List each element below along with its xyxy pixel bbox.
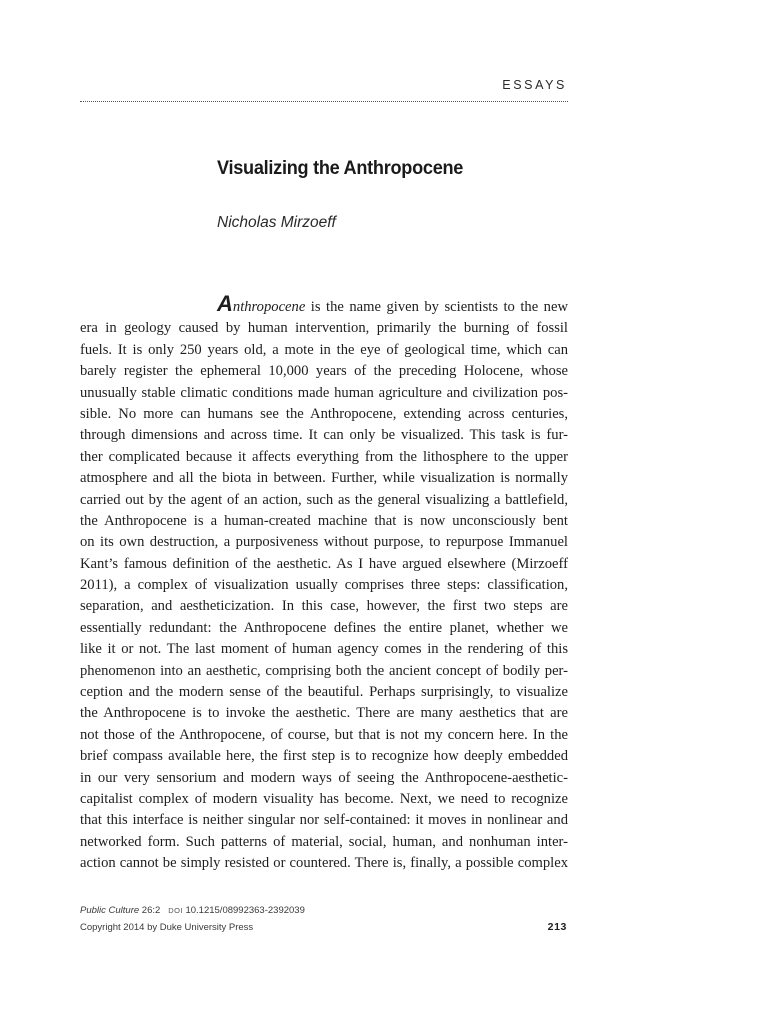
footer-copyright: Copyright 2014 by Duke University Press [80,922,254,933]
body-line: carried out by the agent of an action, such as the general visualizing a battlefield, [80,491,568,508]
body-line: capitalist complex of modern visuality has become. Next, we need to recognize [80,790,568,807]
body-line: ther complicated because it affects everything from the lithosphere to the upper [80,448,568,465]
body-line: barely register the ephemeral 10,000 years of the preceding Holocene, whose [80,363,568,380]
body-line: action cannot be simply resisted or countered. There is, finally, a possible complex [80,855,568,872]
body-line: networked form. Such patterns of material, social, human, and nonhuman inter- [80,833,568,850]
lead-word: nthropocene [232,299,306,315]
body-line: phenomenon into an aesthetic, comprising both the ancient concept of bodily per- [80,662,568,679]
body-line: on its own destruction, a purposiveness without purpose, to repurpose Immanuel [80,534,568,551]
body-line: era in geology caused by human intervention, primarily the burning of fossil [80,320,568,337]
body-line: separation, and aestheticization. In this case, however, the first two steps are [80,598,568,615]
body-line: through dimensions and across time. It can only be visualized. This task is fur- [80,427,568,444]
article-body [80,291,568,875]
body-line-first [80,291,568,318]
body-line: sible. No more can humans see the Anthropocene, extending across centuries, [80,405,568,422]
section-label: ESSAYS [502,78,567,92]
body-line: the Anthropocene is a human-created machine that is now unconsciously bent [80,512,568,529]
body-line: essentially redundant: the Anthropocene defines the entire planet, whether we [80,619,568,636]
body-line: the Anthropocene is to invoke the aesthetic. There are many aesthetics that are [80,705,568,722]
doi-value: 10.1215/08992363-2392039 [182,905,305,916]
doi-label: DOI [168,906,183,915]
body-line: fuels. It is only 250 years old, a mote in the eye of geological time, which can [80,341,568,358]
footer-journal-info [80,905,305,916]
body-line: like it or not. The last moment of human agency comes in the rendering of this [80,641,568,658]
page-number: 213 [547,921,567,933]
journal-issue: 26:2 [139,905,161,916]
body-line: atmosphere and all the biota in between. Further, while visualization is normally [80,470,568,487]
body-line: that this interface is neither singular nor self-contained: it moves in nonlinear and [80,812,568,829]
body-line: Kant’s famous definition of the aesthetic. As I have argued elsewhere (Mirzoeff [80,555,568,572]
body-line: in our very sensorium and modern ways of seeing the Anthropocene-aesthetic- [80,769,568,786]
body-line: 2011), a complex of visualization usually comprises three steps: classification, [80,577,568,594]
journal-name: Public Culture [80,905,140,916]
body-line: brief compass available here, the first step is to recognize how deeply embedded [80,748,568,765]
first-line-text: is the name given by scientists to the new [305,299,568,315]
header-dotted-rule [80,101,568,102]
article-author: Nicholas Mirzoeff [217,214,336,231]
body-line: unusually stable climatic conditions made human agriculture and civilization pos- [80,384,568,401]
drop-initial: A [217,291,233,316]
article-title: Visualizing the Anthropocene [217,157,464,179]
body-line: ception and the modern sense of the beautiful. Perhaps surprisingly, to visualize [80,684,568,701]
body-line: not those of the Anthropocene, of course, but that is not my concern here. In the [80,726,568,743]
